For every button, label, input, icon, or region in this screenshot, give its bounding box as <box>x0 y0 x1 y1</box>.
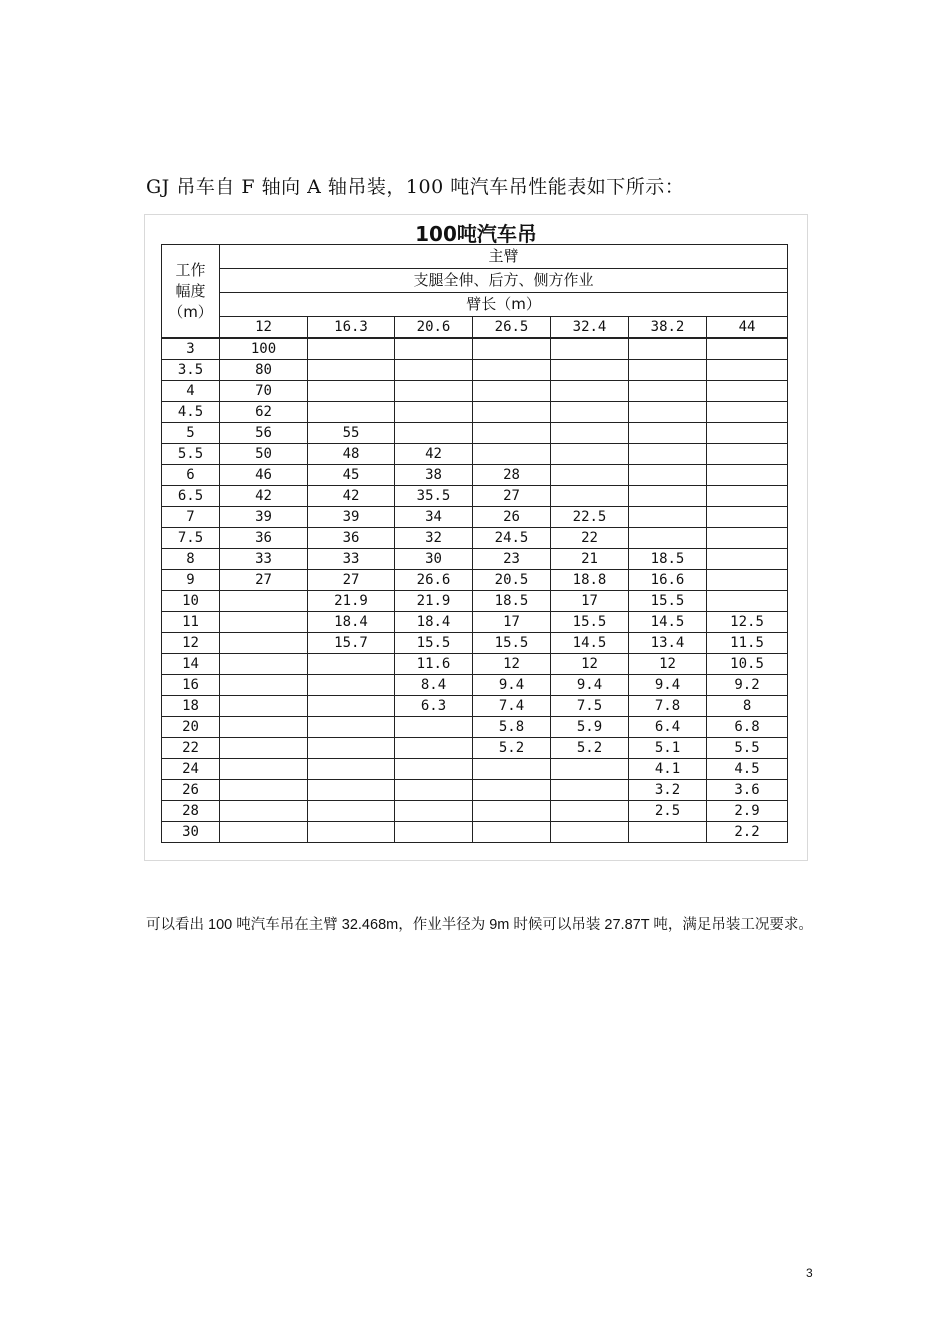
capacity-cell: 8.4 <box>395 675 473 696</box>
capacity-cell <box>707 444 788 465</box>
capacity-cell <box>551 486 629 507</box>
capacity-cell <box>220 822 308 843</box>
capacity-cell: 20.5 <box>473 570 551 591</box>
capacity-cell <box>707 465 788 486</box>
capacity-cell <box>707 528 788 549</box>
capacity-cell: 55 <box>308 423 395 444</box>
capacity-cell: 45 <box>308 465 395 486</box>
capacity-cell <box>629 507 707 528</box>
capacity-cell: 5.2 <box>473 738 551 759</box>
capacity-cell: 12.5 <box>707 612 788 633</box>
capacity-cell <box>220 591 308 612</box>
capacity-cell <box>395 717 473 738</box>
capacity-cell <box>551 780 629 801</box>
capacity-cell: 10.5 <box>707 654 788 675</box>
table-row <box>162 444 788 465</box>
capacity-cell: 11.6 <box>395 654 473 675</box>
capacity-cell: 3.6 <box>707 780 788 801</box>
capacity-cell <box>308 717 395 738</box>
capacity-cell: 18.5 <box>473 591 551 612</box>
capacity-cell: 32 <box>395 528 473 549</box>
capacity-cell: 27 <box>473 486 551 507</box>
capacity-cell <box>220 780 308 801</box>
capacity-cell <box>308 381 395 402</box>
capacity-cell: 14.5 <box>551 633 629 654</box>
capacity-cell <box>220 633 308 654</box>
conclusion-paragraph: 可以看出 100 吨汽车吊在主臂 32.468m，作业半径为 9m 时候可以吊装 27.87T 吨，满足吊装工况要求。 <box>146 917 813 933</box>
capacity-cell <box>707 486 788 507</box>
capacity-cell <box>551 822 629 843</box>
capacity-cell: 4.1 <box>629 759 707 780</box>
boom-length-cell: 20.6 <box>395 317 473 339</box>
capacity-cell: 4.5 <box>707 759 788 780</box>
capacity-cell <box>395 759 473 780</box>
capacity-cell <box>707 338 788 360</box>
table-row <box>162 654 788 675</box>
radius-cell: 16 <box>162 675 220 696</box>
capacity-cell: 15.7 <box>308 633 395 654</box>
capacity-cell <box>220 675 308 696</box>
capacity-cell: 28 <box>473 465 551 486</box>
capacity-cell: 42 <box>220 486 308 507</box>
table-row <box>162 717 788 738</box>
radius-cell: 4.5 <box>162 402 220 423</box>
radius-cell: 5.5 <box>162 444 220 465</box>
capacity-cell <box>707 507 788 528</box>
capacity-cell <box>629 486 707 507</box>
capacity-cell: 33 <box>308 549 395 570</box>
table-row <box>162 633 788 654</box>
capacity-cell <box>707 591 788 612</box>
capacity-cell <box>629 423 707 444</box>
capacity-cell: 17 <box>551 591 629 612</box>
capacity-cell <box>308 338 395 360</box>
table-row <box>162 528 788 549</box>
radius-header: 工作 幅度 （m） <box>162 245 220 339</box>
capacity-cell <box>707 360 788 381</box>
capacity-cell <box>220 738 308 759</box>
capacity-cell: 2.2 <box>707 822 788 843</box>
capacity-cell <box>473 423 551 444</box>
capacity-cell: 11.5 <box>707 633 788 654</box>
capacity-cell: 35.5 <box>395 486 473 507</box>
table-row <box>162 360 788 381</box>
radius-cell: 28 <box>162 801 220 822</box>
radius-cell: 6 <box>162 465 220 486</box>
capacity-cell: 9.4 <box>473 675 551 696</box>
capacity-cell: 18.4 <box>308 612 395 633</box>
radius-cell: 30 <box>162 822 220 843</box>
table-row <box>162 549 788 570</box>
capacity-cell: 6.4 <box>629 717 707 738</box>
radius-cell: 3 <box>162 338 220 360</box>
capacity-cell <box>395 402 473 423</box>
capacity-cell <box>629 528 707 549</box>
capacity-cell: 18.4 <box>395 612 473 633</box>
capacity-cell <box>308 780 395 801</box>
capacity-cell <box>629 338 707 360</box>
capacity-cell: 5.8 <box>473 717 551 738</box>
capacity-cell: 100 <box>220 338 308 360</box>
radius-cell: 26 <box>162 780 220 801</box>
table-row <box>162 780 788 801</box>
main-boom-header: 主臂 <box>220 245 788 269</box>
capacity-cell: 5.1 <box>629 738 707 759</box>
table-row <box>162 591 788 612</box>
table-row <box>162 338 788 360</box>
capacity-cell: 26 <box>473 507 551 528</box>
table-row <box>162 675 788 696</box>
capacity-cell: 56 <box>220 423 308 444</box>
capacity-cell: 33 <box>220 549 308 570</box>
capacity-cell: 9.2 <box>707 675 788 696</box>
radius-cell: 7.5 <box>162 528 220 549</box>
table-row <box>162 402 788 423</box>
capacity-cell <box>551 381 629 402</box>
capacity-cell: 14.5 <box>629 612 707 633</box>
radius-cell: 6.5 <box>162 486 220 507</box>
capacity-cell <box>308 675 395 696</box>
radius-cell: 9 <box>162 570 220 591</box>
capacity-cell: 15.5 <box>395 633 473 654</box>
capacity-cell: 36 <box>308 528 395 549</box>
crane-performance-table-image <box>144 214 808 861</box>
capacity-cell: 62 <box>220 402 308 423</box>
capacity-cell: 12 <box>551 654 629 675</box>
capacity-cell <box>473 759 551 780</box>
capacity-cell: 16.6 <box>629 570 707 591</box>
radius-cell: 20 <box>162 717 220 738</box>
table-row <box>162 507 788 528</box>
boom-length-cell: 16.3 <box>308 317 395 339</box>
capacity-cell <box>551 360 629 381</box>
table-row <box>162 612 788 633</box>
capacity-cell: 24.5 <box>473 528 551 549</box>
intro-paragraph: GJ 吊车自 F 轴向 A 轴吊装，100 吨汽车吊性能表如下所示： <box>146 176 685 198</box>
boom-length-header: 臂长（m） <box>220 293 788 317</box>
table-row <box>162 759 788 780</box>
capacity-cell: 21.9 <box>395 591 473 612</box>
capacity-cell <box>551 759 629 780</box>
capacity-cell <box>551 465 629 486</box>
table-row <box>162 822 788 843</box>
crane-performance-table <box>161 244 788 843</box>
capacity-cell: 80 <box>220 360 308 381</box>
table-row <box>162 381 788 402</box>
capacity-cell: 48 <box>308 444 395 465</box>
capacity-cell <box>629 465 707 486</box>
radius-cell: 18 <box>162 696 220 717</box>
capacity-cell <box>473 381 551 402</box>
capacity-cell <box>551 338 629 360</box>
table-row <box>162 465 788 486</box>
radius-cell: 3.5 <box>162 360 220 381</box>
capacity-cell: 3.2 <box>629 780 707 801</box>
boom-length-cell: 38.2 <box>629 317 707 339</box>
capacity-cell: 23 <box>473 549 551 570</box>
radius-cell: 12 <box>162 633 220 654</box>
capacity-cell <box>707 423 788 444</box>
table-title: 100吨汽车吊 <box>415 222 537 246</box>
capacity-cell <box>473 780 551 801</box>
capacity-cell <box>551 444 629 465</box>
capacity-cell: 70 <box>220 381 308 402</box>
radius-cell: 22 <box>162 738 220 759</box>
capacity-cell: 9.4 <box>629 675 707 696</box>
capacity-cell: 26.6 <box>395 570 473 591</box>
capacity-cell: 42 <box>395 444 473 465</box>
radius-cell: 10 <box>162 591 220 612</box>
capacity-cell <box>220 696 308 717</box>
condition-header: 支腿全伸、后方、侧方作业 <box>220 269 788 293</box>
capacity-cell <box>629 444 707 465</box>
capacity-cell: 22.5 <box>551 507 629 528</box>
capacity-cell <box>551 402 629 423</box>
capacity-cell: 39 <box>308 507 395 528</box>
boom-length-cell: 26.5 <box>473 317 551 339</box>
capacity-cell: 39 <box>220 507 308 528</box>
capacity-cell <box>629 360 707 381</box>
capacity-cell: 17 <box>473 612 551 633</box>
table-row <box>162 570 788 591</box>
capacity-cell <box>308 738 395 759</box>
capacity-cell: 2.5 <box>629 801 707 822</box>
capacity-cell <box>395 381 473 402</box>
capacity-cell <box>395 822 473 843</box>
capacity-cell: 46 <box>220 465 308 486</box>
page-number: 3 <box>806 1266 813 1280</box>
capacity-cell <box>473 338 551 360</box>
capacity-cell <box>707 381 788 402</box>
capacity-cell <box>473 444 551 465</box>
radius-cell: 11 <box>162 612 220 633</box>
capacity-cell <box>220 759 308 780</box>
radius-cell: 8 <box>162 549 220 570</box>
capacity-cell: 22 <box>551 528 629 549</box>
capacity-cell <box>308 759 395 780</box>
boom-length-cell: 32.4 <box>551 317 629 339</box>
capacity-cell: 5.9 <box>551 717 629 738</box>
radius-cell: 4 <box>162 381 220 402</box>
table-row <box>162 423 788 444</box>
capacity-cell: 6.8 <box>707 717 788 738</box>
capacity-cell <box>220 612 308 633</box>
capacity-cell <box>707 402 788 423</box>
capacity-cell <box>629 822 707 843</box>
capacity-cell <box>308 801 395 822</box>
capacity-cell <box>308 360 395 381</box>
table-row <box>162 696 788 717</box>
capacity-cell: 30 <box>395 549 473 570</box>
capacity-cell <box>395 360 473 381</box>
capacity-cell: 9.4 <box>551 675 629 696</box>
capacity-cell: 50 <box>220 444 308 465</box>
capacity-cell <box>551 423 629 444</box>
capacity-cell <box>707 570 788 591</box>
capacity-cell <box>551 801 629 822</box>
capacity-cell: 15.5 <box>629 591 707 612</box>
capacity-cell: 42 <box>308 486 395 507</box>
capacity-cell <box>473 402 551 423</box>
boom-length-cell: 44 <box>707 317 788 339</box>
capacity-cell: 2.9 <box>707 801 788 822</box>
capacity-cell: 36 <box>220 528 308 549</box>
capacity-cell: 38 <box>395 465 473 486</box>
radius-cell: 24 <box>162 759 220 780</box>
table-row <box>162 801 788 822</box>
capacity-cell: 12 <box>629 654 707 675</box>
table-row <box>162 738 788 759</box>
capacity-cell <box>308 696 395 717</box>
capacity-cell <box>395 423 473 444</box>
capacity-cell: 21 <box>551 549 629 570</box>
capacity-cell: 34 <box>395 507 473 528</box>
table-row <box>162 486 788 507</box>
capacity-cell <box>629 402 707 423</box>
capacity-cell <box>707 549 788 570</box>
capacity-cell: 18.8 <box>551 570 629 591</box>
capacity-cell <box>473 822 551 843</box>
capacity-cell: 27 <box>308 570 395 591</box>
capacity-cell <box>308 822 395 843</box>
capacity-cell: 7.8 <box>629 696 707 717</box>
capacity-cell <box>220 717 308 738</box>
capacity-cell: 7.4 <box>473 696 551 717</box>
boom-length-cell: 12 <box>220 317 308 339</box>
capacity-cell: 5.2 <box>551 738 629 759</box>
capacity-cell: 21.9 <box>308 591 395 612</box>
capacity-cell <box>308 654 395 675</box>
capacity-cell <box>473 801 551 822</box>
capacity-cell: 8 <box>707 696 788 717</box>
capacity-cell <box>220 654 308 675</box>
capacity-cell: 7.5 <box>551 696 629 717</box>
capacity-cell <box>473 360 551 381</box>
capacity-cell: 13.4 <box>629 633 707 654</box>
capacity-cell: 27 <box>220 570 308 591</box>
radius-cell: 7 <box>162 507 220 528</box>
capacity-cell: 15.5 <box>473 633 551 654</box>
capacity-cell <box>395 738 473 759</box>
capacity-cell <box>220 801 308 822</box>
capacity-cell: 15.5 <box>551 612 629 633</box>
capacity-cell: 18.5 <box>629 549 707 570</box>
radius-cell: 5 <box>162 423 220 444</box>
capacity-cell <box>395 801 473 822</box>
capacity-cell: 5.5 <box>707 738 788 759</box>
capacity-cell: 12 <box>473 654 551 675</box>
capacity-cell <box>308 402 395 423</box>
capacity-cell <box>395 338 473 360</box>
capacity-cell: 6.3 <box>395 696 473 717</box>
radius-cell: 14 <box>162 654 220 675</box>
capacity-cell <box>629 381 707 402</box>
capacity-cell <box>395 780 473 801</box>
